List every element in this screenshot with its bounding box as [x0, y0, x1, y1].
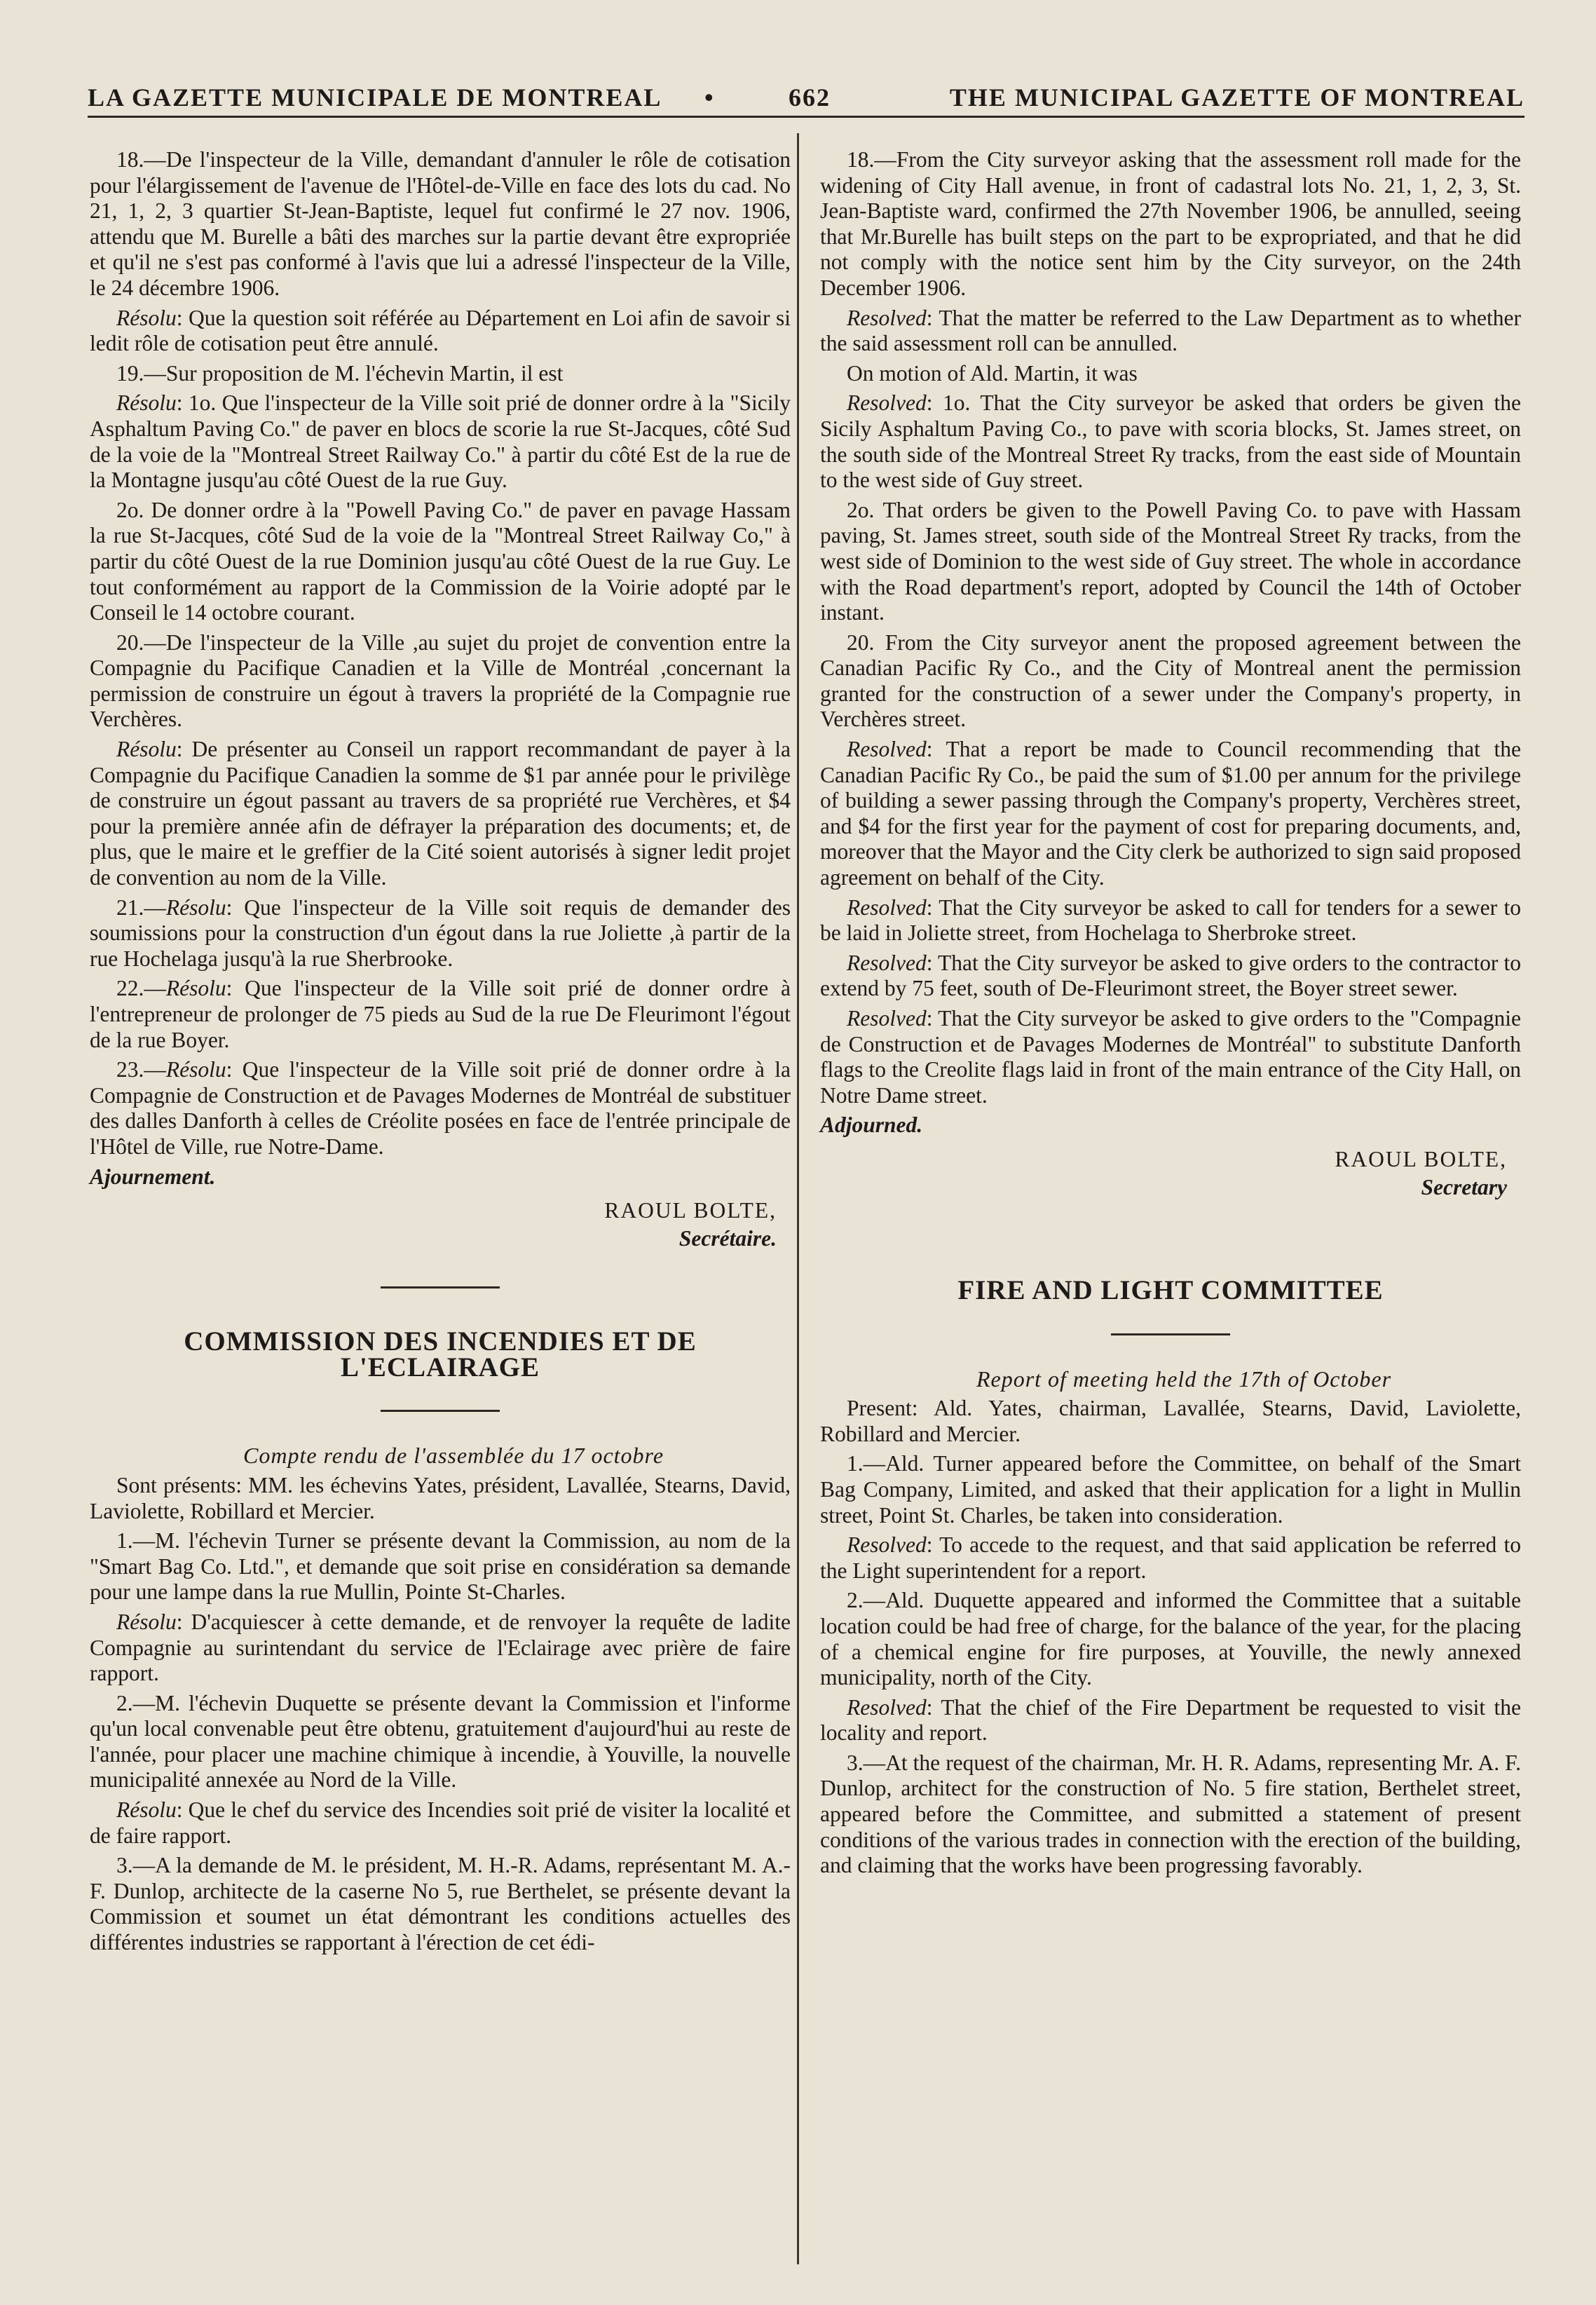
item-19-resolution-2-fr: 2o. De donner ordre à la "Powell Paving Co." de paver en pavage Hassam la rue St-Jacques, côté Sud de la voie de la "Montreal Street Railway Co," à partir du côté Ouest de la rue Dominion jusqu'au côté Ouest de la rue Guy. Le tout conformément au rapport de la Commission de la Voirie adopté par le Conseil le 14 octobre courant.: [90, 497, 791, 625]
fire-item-1-resolution-en: [820, 1532, 1521, 1584]
resolution-label: Resolved: [847, 950, 927, 975]
resolution-label: Résolu: [116, 390, 177, 416]
item-19-en: On motion of Ald. Martin, it was: [847, 360, 1138, 386]
resolution-text: : That the City surveyor be asked to give orders to the "Compagnie de Construction et de Pavages Modernes de Montréal" to substitute Danforth flags to the Creolite flags laid in front of the main entrance of the City Hall, on Notre Dame street.: [820, 1006, 1521, 1108]
item-22-resolution-en: [820, 951, 1521, 1002]
item-18-fr: 18.—De l'inspecteur de la Ville, demandant d'annuler le rôle de cotisation pour l'élargissement de l'avenue de l'Hôtel-de-Ville en face des lots du cad. No 21, 1, 2, 3 quartier St-Jean-Baptiste, lequel fut confirmé le 27 nov. 1906, attendu que M. Burelle a bâti des marches sur la partie devant être expropriée et qu'il ne s'est pas conformé à l'avis que lui a adressé l'inspecteur de la Ville, le 24 décembre 1906.: [90, 147, 791, 300]
section-subtitle-en: Report of meeting held the 17th of October: [976, 1366, 1392, 1392]
item-20-en: 20. From the City surveyor anent the proposed agreement between the Canadian Pacific Ry Co., and the City of Montreal anent the permission granted for the construction of a sewer under the Company's property, in Verchères street.: [820, 630, 1521, 732]
present-list-en: Present: Ald. Yates, chairman, Lavallée, Stearns, David, Laviolette, Robillard and Mercier.: [820, 1396, 1521, 1446]
resolution-text: : 1o. Que l'inspecteur de la Ville soit prié de donner ordre à la "Sicily Asphaltum Paving Co." de paver en blocs de scorie la rue St-Jacques, côté Sud de la voie de la "Montreal Street Railway Co." à partir du côté Est de la rue de la Montagne jusqu'au côté Ouest de la rue Guy.: [90, 390, 791, 493]
column-divider: [797, 133, 799, 2264]
page-header: [88, 67, 1525, 118]
resolution-text: : Que l'inspecteur de la Ville soit prié de donner ordre à la Compagnie de Construction et de Pavages Modernes de Montréal de substituer des dalles Danforth à celles de Créolite posées en face de l'entrée principale de l'Hôtel de Ville, rue Notre-Dame.: [90, 1057, 791, 1159]
resolution-label: Résolu: [165, 1057, 226, 1082]
fire-item-3-en: 3.—At the request of the chairman, Mr. H. R. Adams, representing Mr. A. F. Dunlop, architect for the construction of No. 5 fire station, Berthelet street, appeared before the Committee, and submitted a statement of present conditions of the various trades in connection with the erection of the building, and claiming that the works have been progressing favorably.: [820, 1750, 1521, 1878]
secretary-name: RAOUL BOLTE,: [1335, 1146, 1507, 1171]
item-number: 23.—: [116, 1057, 166, 1082]
secretary-name: RAOUL BOLTE,: [604, 1198, 777, 1223]
section-title-fr: COMMISSION DES INCENDIES ET DE L'ECLAIRAGE: [184, 1326, 697, 1382]
secretary-title: Secrétaire.: [678, 1226, 777, 1251]
resolution-text: : That the City surveyor be asked to give orders to the contractor to extend by 75 feet, south of De-Fleurimont street, the Boyer street sewer.: [820, 950, 1521, 1001]
resolution-label: Resolved: [847, 895, 927, 920]
resolution-text: : Que la question soit référée au Département en Loi afin de savoir si ledit rôle de cotisation peut être annulé.: [90, 305, 791, 356]
item-20-fr: 20.—De l'inspecteur de la Ville ,au sujet du projet de convention entre la Compagnie du Pacifique Canadien et la Ville de Montréal ,concernant la permission de construire un égout à travers la propriété de la Compagnie rue Verchères.: [90, 630, 791, 732]
item-23-resolution-en: [820, 1006, 1521, 1108]
fire-item-1-fr: 1.—M. l'échevin Turner se présente devant la Commission, au nom de la "Smart Bag Co. Ltd.", et demande que soit prise en considération sa demande pour une lampe dans la rue Mullin, Pointe St-Charles.: [90, 1528, 791, 1605]
fire-item-2-resolution-fr: [90, 1797, 791, 1849]
page-number: 662: [789, 83, 831, 111]
resolution-text: : That the chief of the Fire Department be requested to visit the locality and report.: [820, 1694, 1521, 1746]
resolution-text: : To accede to the request, and that said application be referred to the Light superintendent for a report.: [820, 1532, 1521, 1583]
item-20-resolution-en: [820, 737, 1521, 891]
resolution-text: : De présenter au Conseil un rapport recommandant de payer à la Compagnie du Pacifique Canadien la somme de $1 par année pour le privilège de construire un égout passant au travers de sa propriété rue Verchères, et $4 pour la première année afin de défrayer la préparation des documents; et, de plus, que le maire et le greffier de la Cité soient autorisés à signer ledit projet de convention au nom de la Ville.: [90, 737, 791, 890]
resolution-text: : That a report be made to Council recommending that the Canadian Pacific Ry Co., be paid the sum of $1.00 per annum for the privilege of building a sewer passing through the Company's property, Verchères street, and $4 for the first year for the payment of cost for preparing documents, and, moreover that the Mayor and the City clerk be authorized to sign said proposed agreement on behalf of the City.: [820, 737, 1521, 890]
adjournment-en: Adjourned.: [820, 1113, 923, 1138]
resolution-label: Résolu: [116, 737, 177, 762]
resolution-label: Resolved: [847, 1006, 927, 1031]
header-bullet: •: [704, 83, 715, 111]
resolution-text: : Que l'inspecteur de la Ville soit prié de donner ordre à l'entrepreneur de prolonger de 75 pieds au Sud de la rue De Fleurimont l'égout de la rue Boyer.: [90, 976, 791, 1052]
resolution-label: Résolu: [116, 1609, 177, 1634]
fire-item-2-en: 2.—Ald. Duquette appeared and informed the Committee that a suitable location could be had free of charge, for the balance of the year, for the placing of a chemical engine for fire purposes, at Youville, the newly annexed municipality, north of the City.: [820, 1588, 1521, 1690]
french-column: [90, 147, 791, 1960]
resolution-label: Resolved: [847, 1694, 927, 1720]
separator-rule: [381, 1286, 500, 1289]
signature-en: [820, 1145, 1507, 1202]
resolution-label: Résolu: [116, 1797, 177, 1823]
item-19-resolution-en: [820, 390, 1521, 493]
item-18-en: 18.—From the City surveyor asking that the assessment roll made for the widening of City Hall avenue, in front of cadastral lots No. 21, 1, 2, 3, St. Jean-Baptiste ward, confirmed the 27th November 1906, be annulled, seeing that Mr.Burelle has built steps on the part to be expropriated, and that he did not comply with the notice sent him by the City surveyor, on the 24th December 1906.: [820, 147, 1521, 300]
fire-item-2-fr: 2.—M. l'échevin Duquette se présente devant la Commission et l'informe qu'un local convenable peut être obtenu, gratuitement d'aujourd'hui au reste de l'année, pour placer une machine chimique à incendie, à Youville, la nouvelle municipalité annexée au Nord de la Ville.: [90, 1690, 791, 1793]
resolution-text: : That the matter be referred to the Law Department as to whether the said assessment roll can be annulled.: [820, 305, 1521, 356]
separator-rule: [381, 1410, 500, 1412]
resolution-label: Résolu: [165, 976, 226, 1001]
item-23-fr: [90, 1057, 791, 1160]
item-19-resolution-2-en: 2o. That orders be given to the Powell Paving Co. to pave with Hassam paving, St. James street, south side of the Montreal Street Ry tracks, from the west side of Dominion to the west side of Guy street. The whole in accordance with the Road department's report, adopted by Council the 14th of October instant.: [820, 497, 1521, 625]
item-20-resolution-fr: [90, 737, 791, 891]
signature-fr: [90, 1197, 777, 1253]
header-english-title: THE MUNICIPAL GAZETTE OF MONTREAL: [949, 83, 1525, 111]
resolution-text: : D'acquiescer à cette demande, et de renvoyer la requête de ladite Compagnie au surintendant du service de l'Eclairage avec prière de faire rapport.: [90, 1609, 791, 1686]
resolution-label: Résolu: [116, 305, 177, 330]
english-column: [820, 147, 1521, 1883]
item-21-fr: [90, 895, 791, 972]
resolution-label: Resolved: [847, 737, 927, 762]
item-19-fr: 19.—Sur proposition de M. l'échevin Martin, il est: [116, 360, 564, 386]
resolution-label: Résolu: [165, 895, 226, 920]
present-list-fr: Sont présents: MM. les échevins Yates, président, Lavallée, Stearns, David, Laviolette, Robillard et Mercier.: [90, 1472, 791, 1523]
item-18-resolution-en: [820, 306, 1521, 357]
fire-item-1-resolution-fr: [90, 1610, 791, 1687]
resolution-text: : 1o. That the City surveyor be asked that orders be given the Sicily Asphaltum Paving Co., to pave with scoria blocks, St. James street, on the south side of the Montreal Street Ry tracks, from the east side of Mountain to the west side of Guy street.: [820, 390, 1521, 493]
separator-rule: [1111, 1333, 1230, 1335]
resolution-text: : Que l'inspecteur de la Ville soit requis de demander des soumissions pour la construction d'un égout dans la rue Joliette ,à partir de la rue Hochelaga jusqu'à la rue Sherbrooke.: [90, 895, 791, 971]
item-21-resolution-en: [820, 895, 1521, 946]
secretary-title: Secretary: [1421, 1174, 1507, 1199]
item-number: 22.—: [116, 976, 166, 1001]
item-number: 21.—: [116, 895, 166, 920]
resolution-label: Resolved: [847, 1532, 927, 1558]
item-19-resolution-fr: [90, 390, 791, 493]
item-22-fr: [90, 976, 791, 1053]
resolution-label: Resolved: [847, 390, 927, 416]
item-18-resolution-fr: [90, 306, 791, 357]
fire-item-3-fr: 3.—A la demande de M. le président, M. H.-R. Adams, représentant M. A.-F. Dunlop, architecte de la caserne No 5, rue Berthelet, se présente devant la Commission et soumet un état démontrant les conditions actuelles des différentes industries se rapportant à l'érection de cet édi-: [90, 1853, 791, 1955]
header-rule: [88, 116, 1525, 118]
section-subtitle-fr: Compte rendu de l'assemblée du 17 octobre: [243, 1443, 664, 1469]
resolution-text: : That the City surveyor be asked to call for tenders for a sewer to be laid in Joliette street, from Hochelaga to Sherbroke street.: [820, 895, 1521, 946]
section-title-en: FIRE AND LIGHT COMMITTEE: [957, 1274, 1384, 1305]
header-french-title: LA GAZETTE MUNICIPALE DE MONTREAL: [88, 83, 662, 111]
fire-item-1-en: 1.—Ald. Turner appeared before the Committee, on behalf of the Smart Bag Company, Limited, and asked that their application for a light in Mullin street, Point St. Charles, be taken into consideration.: [820, 1451, 1521, 1528]
adjournment-fr: Ajournement.: [90, 1164, 216, 1189]
resolution-text: : Que le chef du service des Incendies soit prié de visiter la localité et de faire rapport.: [90, 1797, 791, 1848]
fire-item-2-resolution-en: [820, 1695, 1521, 1746]
resolution-label: Resolved: [847, 305, 927, 330]
